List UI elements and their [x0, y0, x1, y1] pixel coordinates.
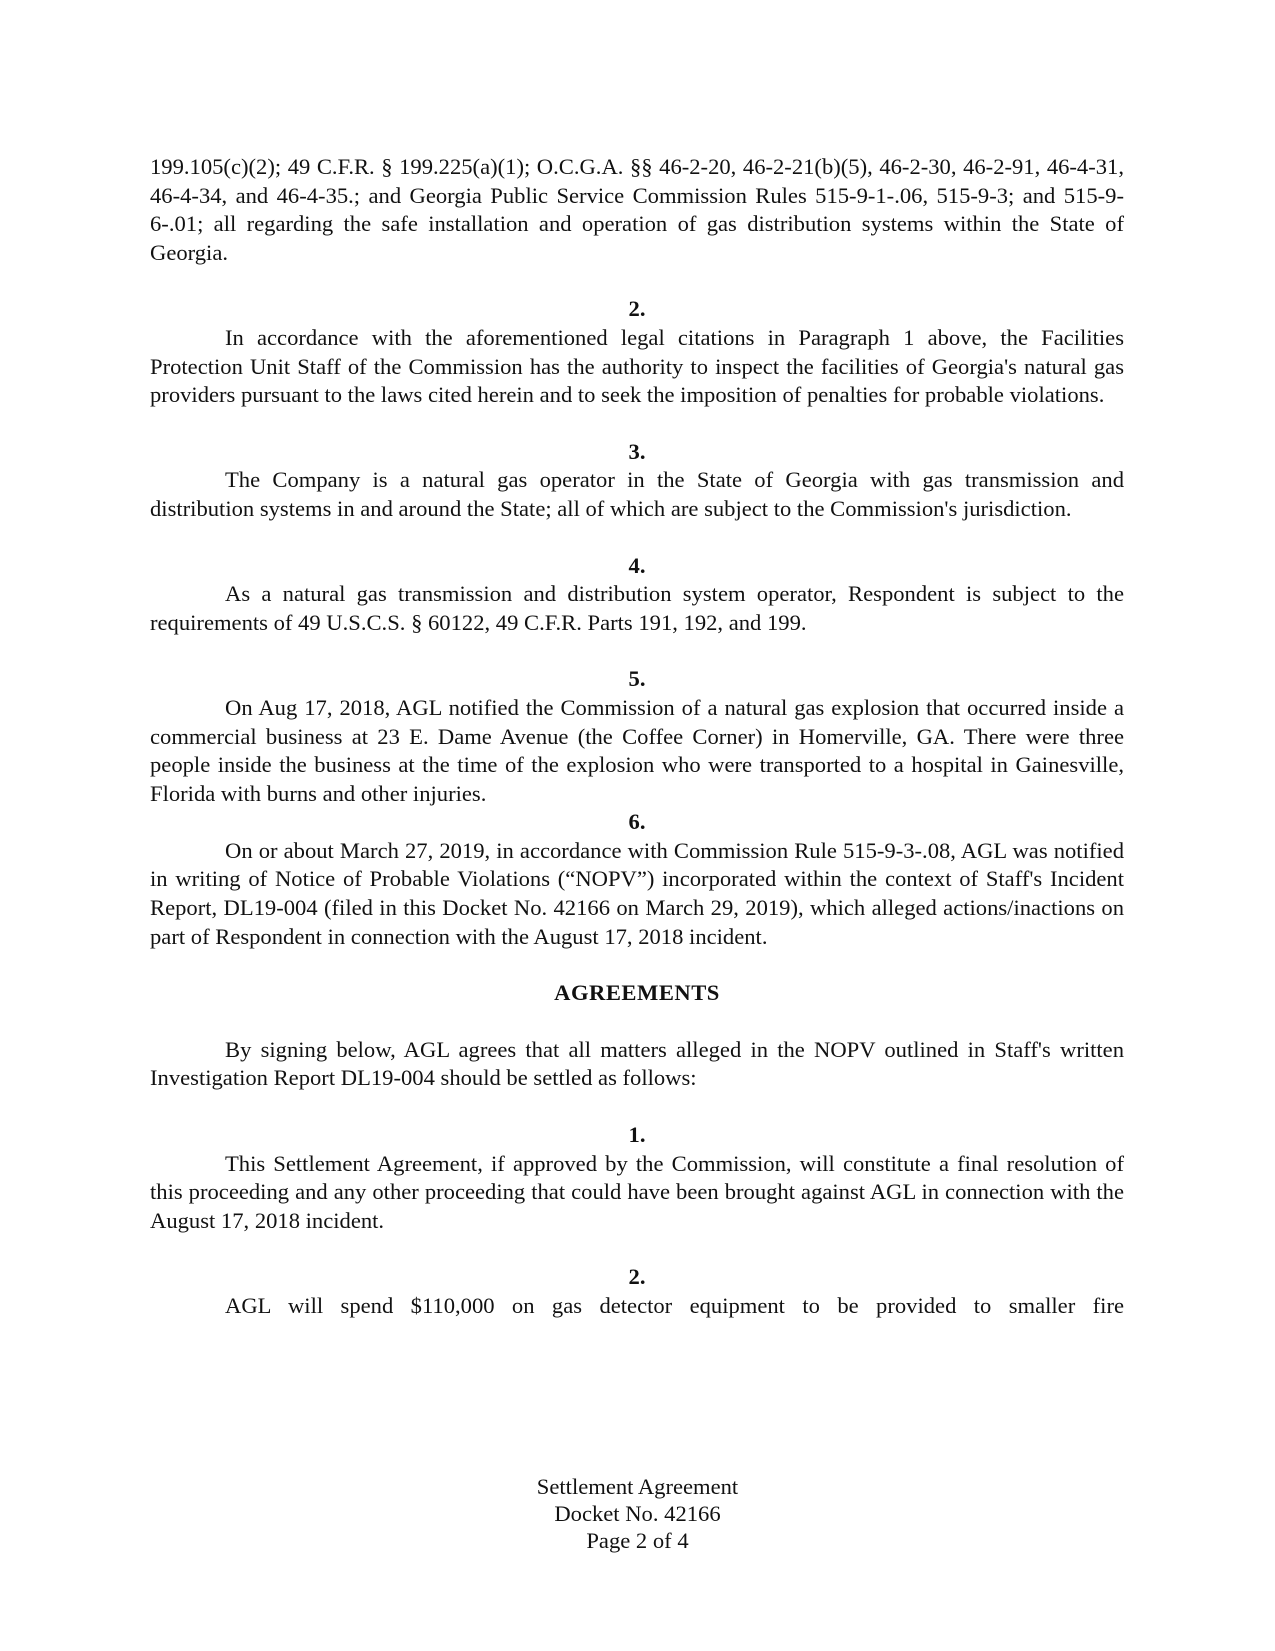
paragraph-number-5: 5. [628, 666, 646, 692]
paragraph-number-2: 2. [628, 296, 646, 322]
agreements-heading: AGREEMENTS [554, 980, 720, 1006]
paragraph-5: On Aug 17, 2018, AGL notified the Commission of a natural gas explosion that occurred inside a commercial business at 23 E. Dame Avenue (the Coffee Corner) in Homerville, GA. There were three people inside the business at the time of the explosion who were transported to a hospital in Gainesville, Florida with burns and other injuries. [150, 694, 1124, 806]
spacer [150, 1093, 1124, 1121]
agreement-number-2: 2. [628, 1264, 646, 1290]
paragraph-3: The Company is a natural gas operator in the State of Georgia with gas transmission and distribution systems in and around the State; all of which are subject to the Commission's jurisdiction. [150, 467, 1124, 521]
footer-title: Settlement Agreement [536, 1474, 739, 1499]
document-page [150, 153, 1124, 1321]
spacer [150, 410, 1124, 438]
paragraph-number-4: 4. [628, 552, 646, 578]
paragraph-number-6: 6. [628, 809, 646, 835]
intro-paragraph: 199.105(c)(2); 49 C.F.R. § 199.225(a)(1); O.C.G.A. §§ 46-2-20, 46-2-21(b)(5), 46-2-30, 46-2-91, 46-4-31, 46-4-34, and 46-4-35.; and Georgia Public Service Commission Rules 515-9-1-.06, 515-9-3; and 515-9-6-.01; all regarding the safe installation and operation of gas distribution systems within the State of Georgia. [150, 154, 1124, 265]
spacer [150, 637, 1124, 665]
agreement-1: This Settlement Agreement, if approved by the Commission, will constitute a final resolution of this proceeding and any other proceeding that could have been brought against AGL in connection with the August 17, 2018 incident. [150, 1150, 1124, 1233]
agreement-2: AGL will spend $110,000 on gas detector equipment to be provided to smaller fire [225, 1293, 1124, 1318]
paragraph-number-3: 3. [628, 438, 646, 464]
paragraph-6: On or about March 27, 2019, in accordance with Commission Rule 515-9-3-.08, AGL was notified in writing of Notice of Probable Violations (“NOPV”) incorporated within the context of Staff's Incident Report, DL19-004 (filed in this Docket No. 42166 on March 29, 2019), which alleged actions/inactions on part of Respondent in connection with the August 17, 2018 incident. [150, 837, 1124, 949]
footer-docket: Docket No. 42166 [554, 1501, 721, 1526]
agreement-number-1: 1. [628, 1122, 646, 1148]
spacer [150, 524, 1124, 552]
spacer [150, 267, 1124, 295]
page-footer [0, 1473, 1275, 1554]
footer-page-number: Page 2 of 4 [586, 1528, 689, 1553]
spacer [150, 1008, 1124, 1036]
agreements-intro: By signing below, AGL agrees that all matters alleged in the NOPV outlined in Staff's written Investigation Report DL19-004 should be settled as follows: [150, 1036, 1124, 1091]
spacer [150, 951, 1124, 979]
paragraph-4: As a natural gas transmission and distribution system operator, Respondent is subject to the requirements of 49 U.S.C.S. § 60122, 49 C.F.R. Parts 191, 192, and 199. [150, 581, 1124, 635]
paragraph-2: In accordance with the aforementioned legal citations in Paragraph 1 above, the Facilities Protection Unit Staff of the Commission has the authority to inspect the facilities of Georgia's natural gas providers pursuant to the laws cited herein and to seek the imposition of penalties for probable violations. [150, 324, 1124, 408]
spacer [150, 1235, 1124, 1263]
